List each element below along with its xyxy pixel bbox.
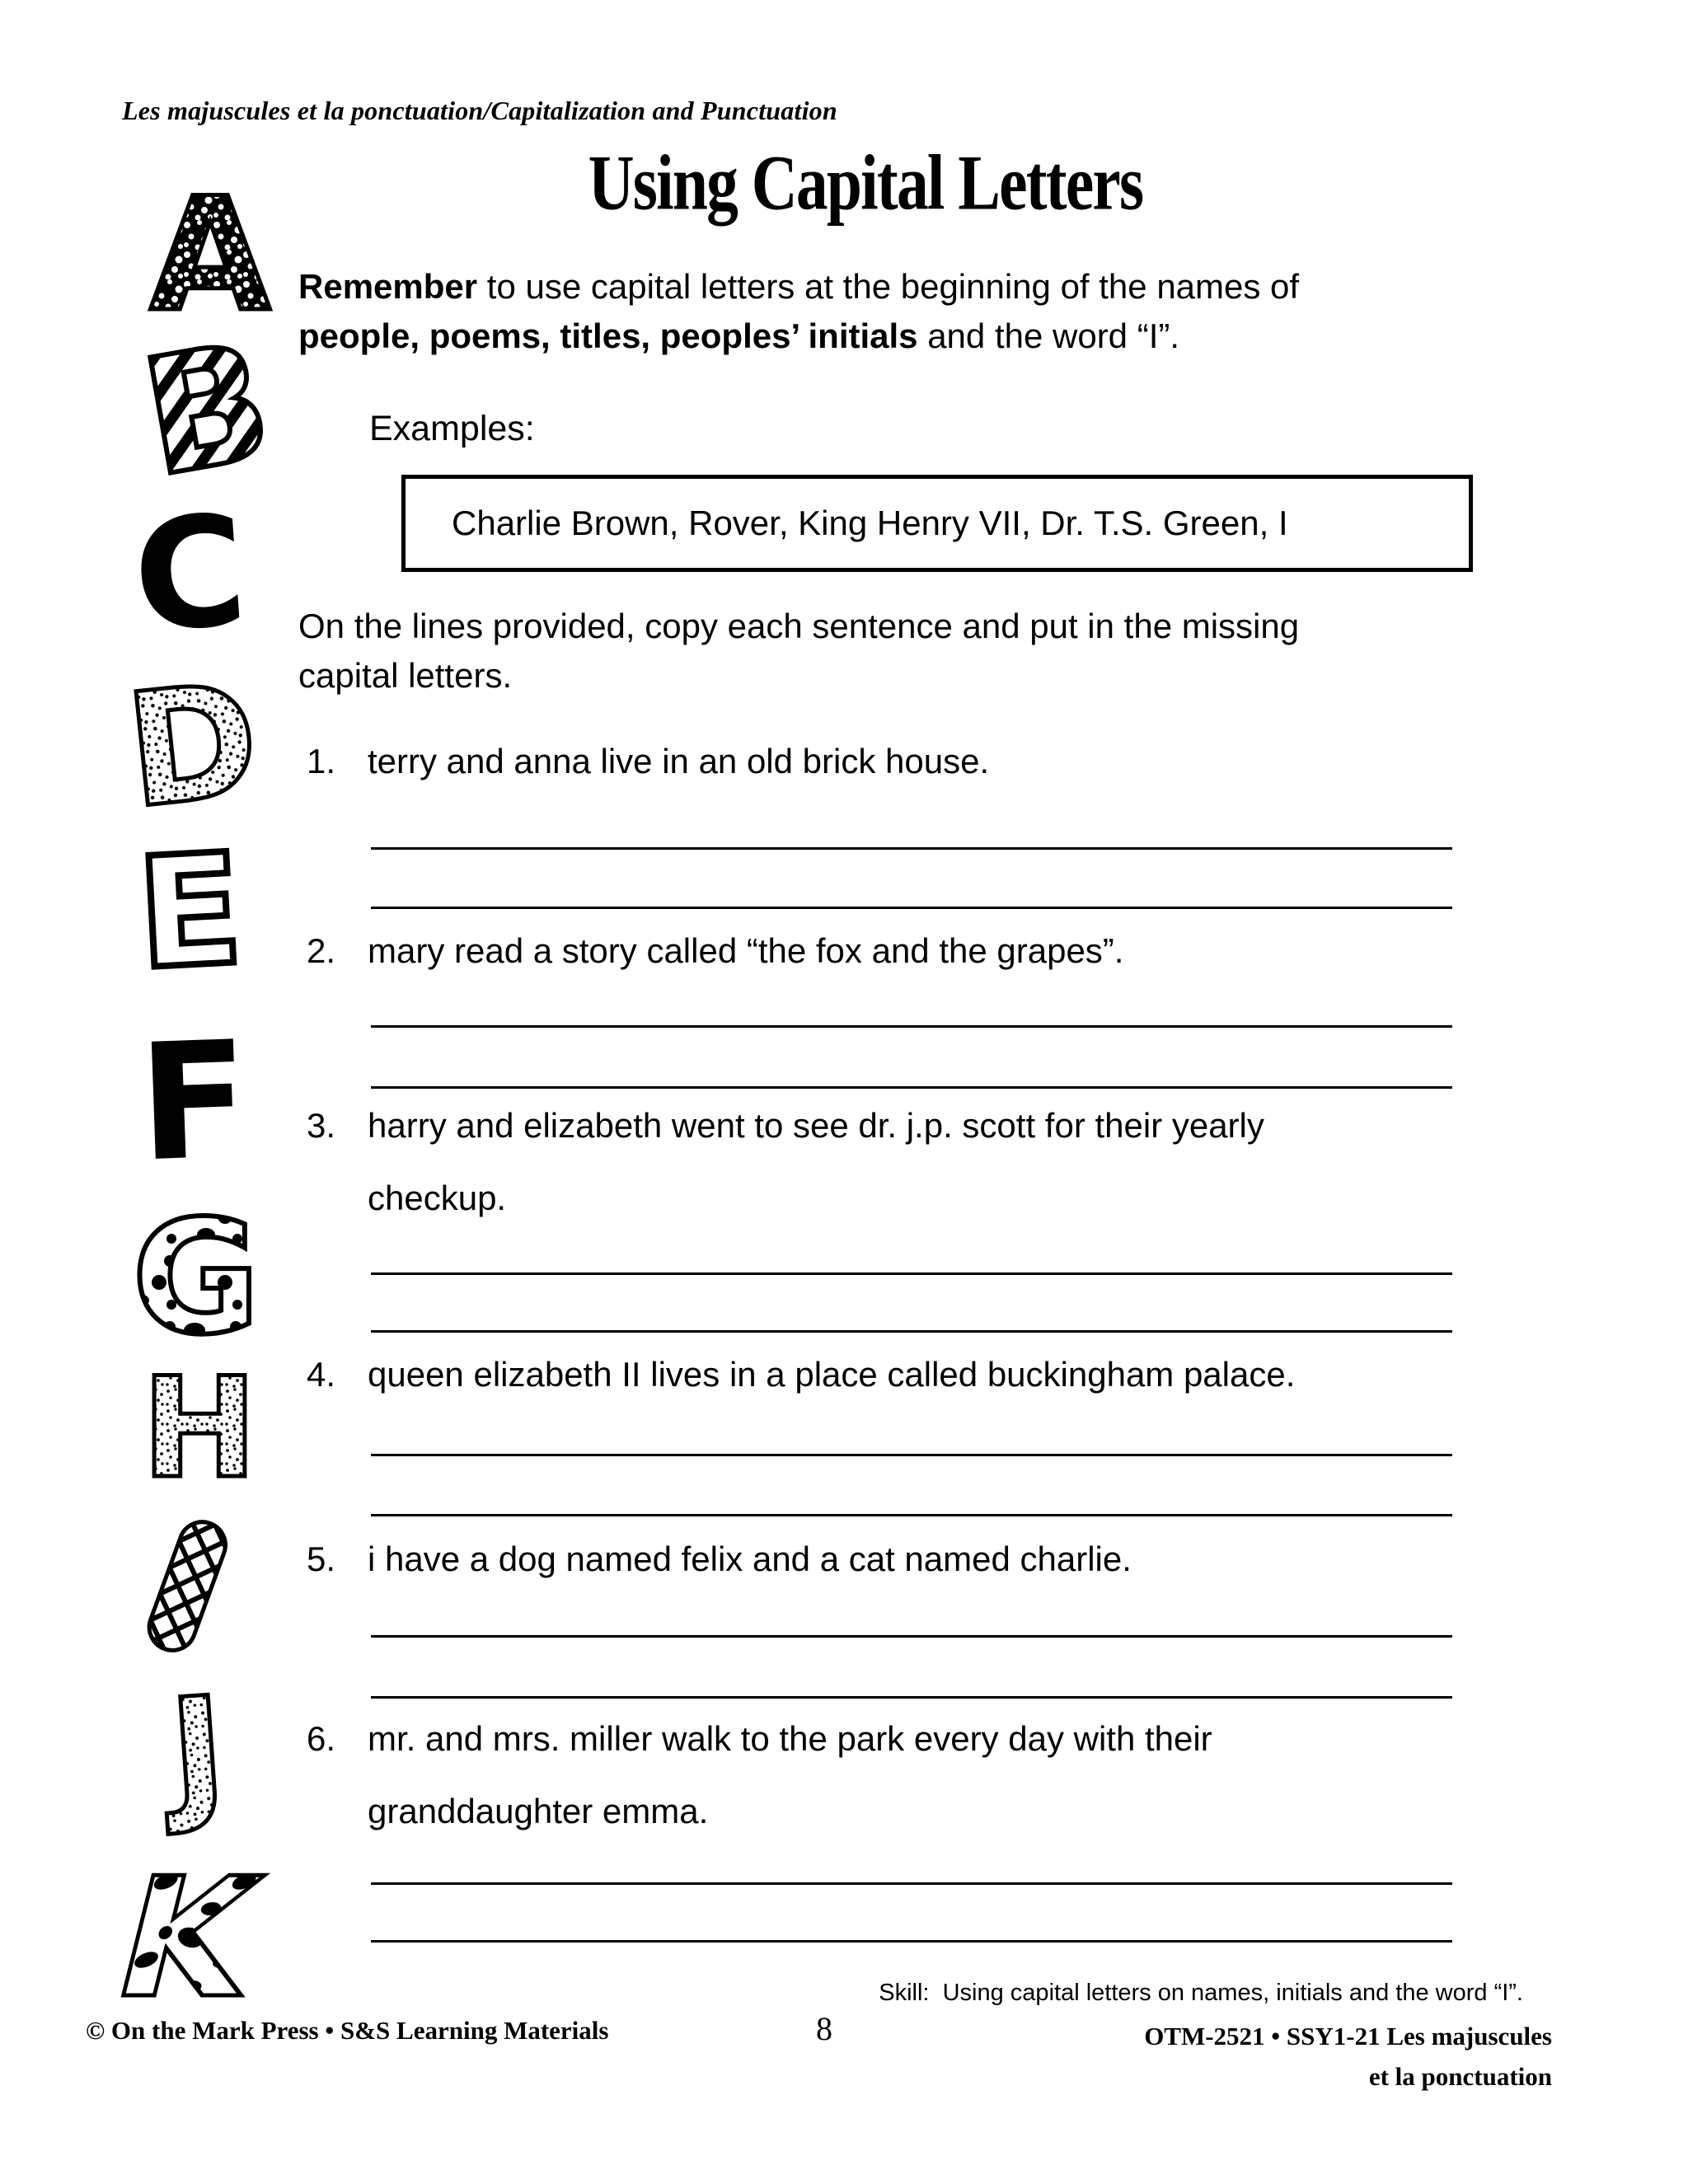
instructions-bold-remember: Remember bbox=[298, 267, 478, 306]
writing-line-3b bbox=[371, 1330, 1452, 1333]
question-6 bbox=[307, 1719, 1212, 1831]
product-code-line2: et la ponctuation bbox=[1368, 2062, 1552, 2091]
letter-k-glyph: K bbox=[98, 1841, 274, 2035]
question-4 bbox=[307, 1355, 1295, 1394]
decorative-letter-f bbox=[112, 1005, 284, 1197]
instructions-line2: and the word “I”. bbox=[917, 316, 1180, 355]
letter-b-glyph: B bbox=[129, 307, 284, 513]
question-1-number: 1. bbox=[307, 742, 336, 780]
decorative-letter-h bbox=[125, 1347, 282, 1509]
series-header: Les majuscules et la ponctuation/Capitalization and Punctuation bbox=[122, 96, 837, 125]
question-4-text: queen elizabeth II lives in a place called buckingham palace. bbox=[368, 1355, 1296, 1394]
instructions-bold-list: people, poems, titles, peoples’ initials bbox=[298, 316, 918, 355]
question-3-text-line1: harry and elizabeth went to see dr. j.p. scott for their yearly bbox=[368, 1106, 1264, 1145]
question-6-text-line1: mr. and mrs. miller walk to the park every day with their bbox=[368, 1719, 1212, 1758]
question-1 bbox=[307, 742, 989, 781]
decorative-letter-c bbox=[106, 476, 282, 667]
question-1-text: terry and anna live in an old brick house. bbox=[368, 742, 990, 780]
letter-j-glyph: J bbox=[164, 1664, 232, 1840]
task-line2: capital letters. bbox=[298, 656, 513, 695]
letter-f-glyph: F bbox=[135, 1005, 252, 1197]
question-6-number: 6. bbox=[307, 1719, 336, 1758]
writing-line-3a bbox=[371, 1272, 1452, 1275]
letter-h-glyph: H bbox=[141, 1347, 258, 1509]
letter-d-glyph: D bbox=[118, 648, 267, 844]
writing-line-6a bbox=[371, 1882, 1452, 1885]
writing-line-2b bbox=[371, 1086, 1452, 1089]
task-line1: On the lines provided, copy each sentence and put in the missing bbox=[298, 607, 1300, 645]
question-5-number: 5. bbox=[307, 1540, 336, 1578]
examples-box bbox=[401, 475, 1473, 572]
product-code-block bbox=[1144, 2016, 1552, 2097]
letter-a-glyph: A bbox=[149, 164, 271, 346]
writing-line-2a bbox=[371, 1025, 1452, 1028]
question-2-text: mary read a story called “the fox and the grapes”. bbox=[368, 931, 1124, 970]
question-3-text-line2: checkup. bbox=[368, 1179, 507, 1217]
question-5 bbox=[307, 1540, 1132, 1579]
question-6-text-line2: granddaughter emma. bbox=[368, 1792, 709, 1830]
decorative-letter-k bbox=[73, 1841, 307, 2035]
decorative-letter-g bbox=[114, 1185, 287, 1369]
decorative-letter-d bbox=[98, 642, 293, 844]
decorative-letter-i bbox=[87, 1493, 284, 1685]
product-code-line1: OTM-2521 • SSY1-21 Les majuscules bbox=[1144, 2022, 1552, 2050]
question-4-number: 4. bbox=[307, 1355, 336, 1394]
question-2 bbox=[307, 931, 1123, 971]
letter-c-glyph: C bbox=[128, 480, 252, 667]
instructions-paragraph bbox=[298, 262, 1535, 361]
letter-g-glyph: G bbox=[132, 1187, 260, 1369]
question-3-number: 3. bbox=[307, 1106, 336, 1145]
question-3 bbox=[307, 1106, 1264, 1218]
decorative-letter-e bbox=[103, 816, 285, 1004]
page-title: Using Capital Letters bbox=[588, 140, 1143, 227]
task-paragraph bbox=[298, 602, 1299, 701]
skill-note: Skill: Using capital letters on names, initials and the word “I”. bbox=[879, 1980, 1523, 2006]
writing-line-4b bbox=[371, 1514, 1452, 1516]
page-number: 8 bbox=[816, 2010, 832, 2047]
instructions-line1: to use capital letters at the beginning of the names of bbox=[477, 267, 1300, 306]
question-2-number: 2. bbox=[307, 931, 336, 970]
letter-e-glyph: E bbox=[133, 820, 247, 1004]
decorative-letter-b bbox=[106, 301, 316, 511]
writing-line-1a bbox=[371, 847, 1452, 850]
copyright-notice: © On the Mark Press • S&S Learning Materials bbox=[86, 2016, 609, 2045]
decorative-letter-j bbox=[110, 1661, 285, 1840]
examples-text: Charlie Brown, Rover, King Henry VII, Dr. T.S. Green, I bbox=[452, 504, 1288, 542]
letter-i-glyph bbox=[143, 1516, 232, 1657]
writing-line-5a bbox=[371, 1635, 1452, 1638]
question-5-text: i have a dog named felix and a cat named charlie. bbox=[368, 1540, 1132, 1578]
examples-label: Examples: bbox=[369, 409, 535, 448]
writing-line-6b bbox=[371, 1940, 1452, 1943]
writing-line-4a bbox=[371, 1454, 1452, 1456]
writing-line-5b bbox=[371, 1696, 1452, 1699]
writing-line-1b bbox=[371, 907, 1452, 909]
